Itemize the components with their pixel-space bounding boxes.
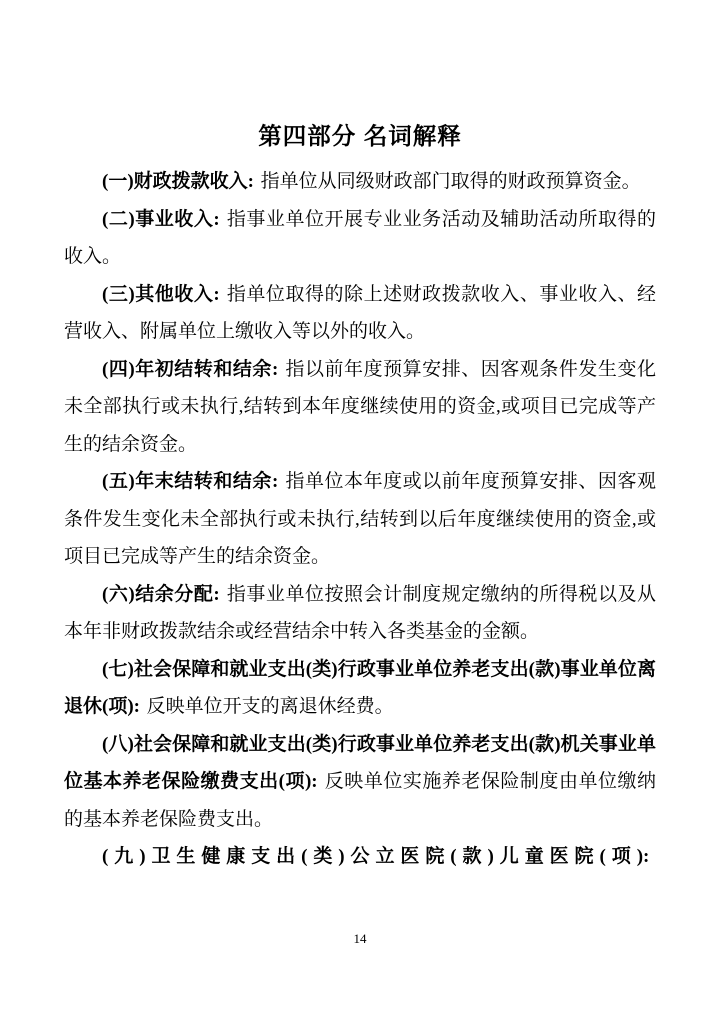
glossary-definition-6: 指事业单位按照会计制度规定缴纳的所得税以及从本年非财政拨款结余或经营结余中转入各类基金的金额。 [64, 583, 656, 642]
glossary-definition-7: 反映单位开支的离退休经费。 [146, 696, 394, 717]
glossary-term-5: (五)年末结转和结余: [102, 471, 279, 492]
page-title: 第四部分 名词解释 [258, 123, 462, 149]
glossary-item-6 [64, 576, 656, 651]
page-number: 14 [353, 931, 367, 946]
glossary-item-4 [64, 351, 656, 464]
glossary-definition-1: 指单位从同级财政部门取得的财政预算资金。 [260, 171, 641, 192]
glossary-term-7: (七)社会保障和就业支出(类)行政事业单位养老支出(款)事业单位离退休(项): [64, 658, 656, 717]
glossary-definition-8: 反映单位实施养老保险制度由单位缴纳的基本养老保险费支出。 [64, 771, 656, 830]
glossary-definition-5: 指单位本年度或以前年度预算安排、因客观条件发生变化未全部执行或未执行,结转到以后年度继续使用的资金,或项目已完成等产生的结余资金。 [64, 471, 656, 567]
glossary-term-4: (四)年初结转和结余: [102, 358, 279, 380]
glossary-term-3: (三)其他收入: [102, 283, 220, 305]
glossary-term-1: (一)财政拨款收入: [102, 171, 254, 192]
glossary-item-2 [64, 201, 656, 276]
glossary-term-9: (九)卫生健康支出(类)公立医院(款)儿童医院(项): [102, 846, 650, 867]
glossary-item-8 [64, 726, 656, 839]
glossary-item-3 [64, 276, 656, 351]
glossary-item-1 [64, 163, 656, 201]
glossary-item-7 [64, 651, 656, 726]
glossary-term-6: (六)结余分配: [102, 583, 220, 605]
glossary-term-8: (八)社会保障和就业支出(类)行政事业单位养老支出(款)机关事业单位基本养老保险缴费支出(项): [64, 733, 656, 792]
glossary-item-5 [64, 463, 656, 576]
glossary-definition-2: 指事业单位开展专业业务活动及辅助活动所取得的收入。 [64, 208, 656, 267]
glossary-definition-3: 指单位取得的除上述财政拨款收入、事业收入、经营收入、附属单位上缴收入等以外的收入。 [64, 283, 656, 342]
glossary-item-9 [64, 838, 656, 876]
glossary-term-2: (二)事业收入: [102, 208, 220, 230]
page-footer [0, 932, 720, 946]
glossary-definition-4: 指以前年度预算安排、因客观条件发生变化未全部执行或未执行,结转到本年度继续使用的资金,或项目已完成等产生的结余资金。 [64, 358, 656, 455]
